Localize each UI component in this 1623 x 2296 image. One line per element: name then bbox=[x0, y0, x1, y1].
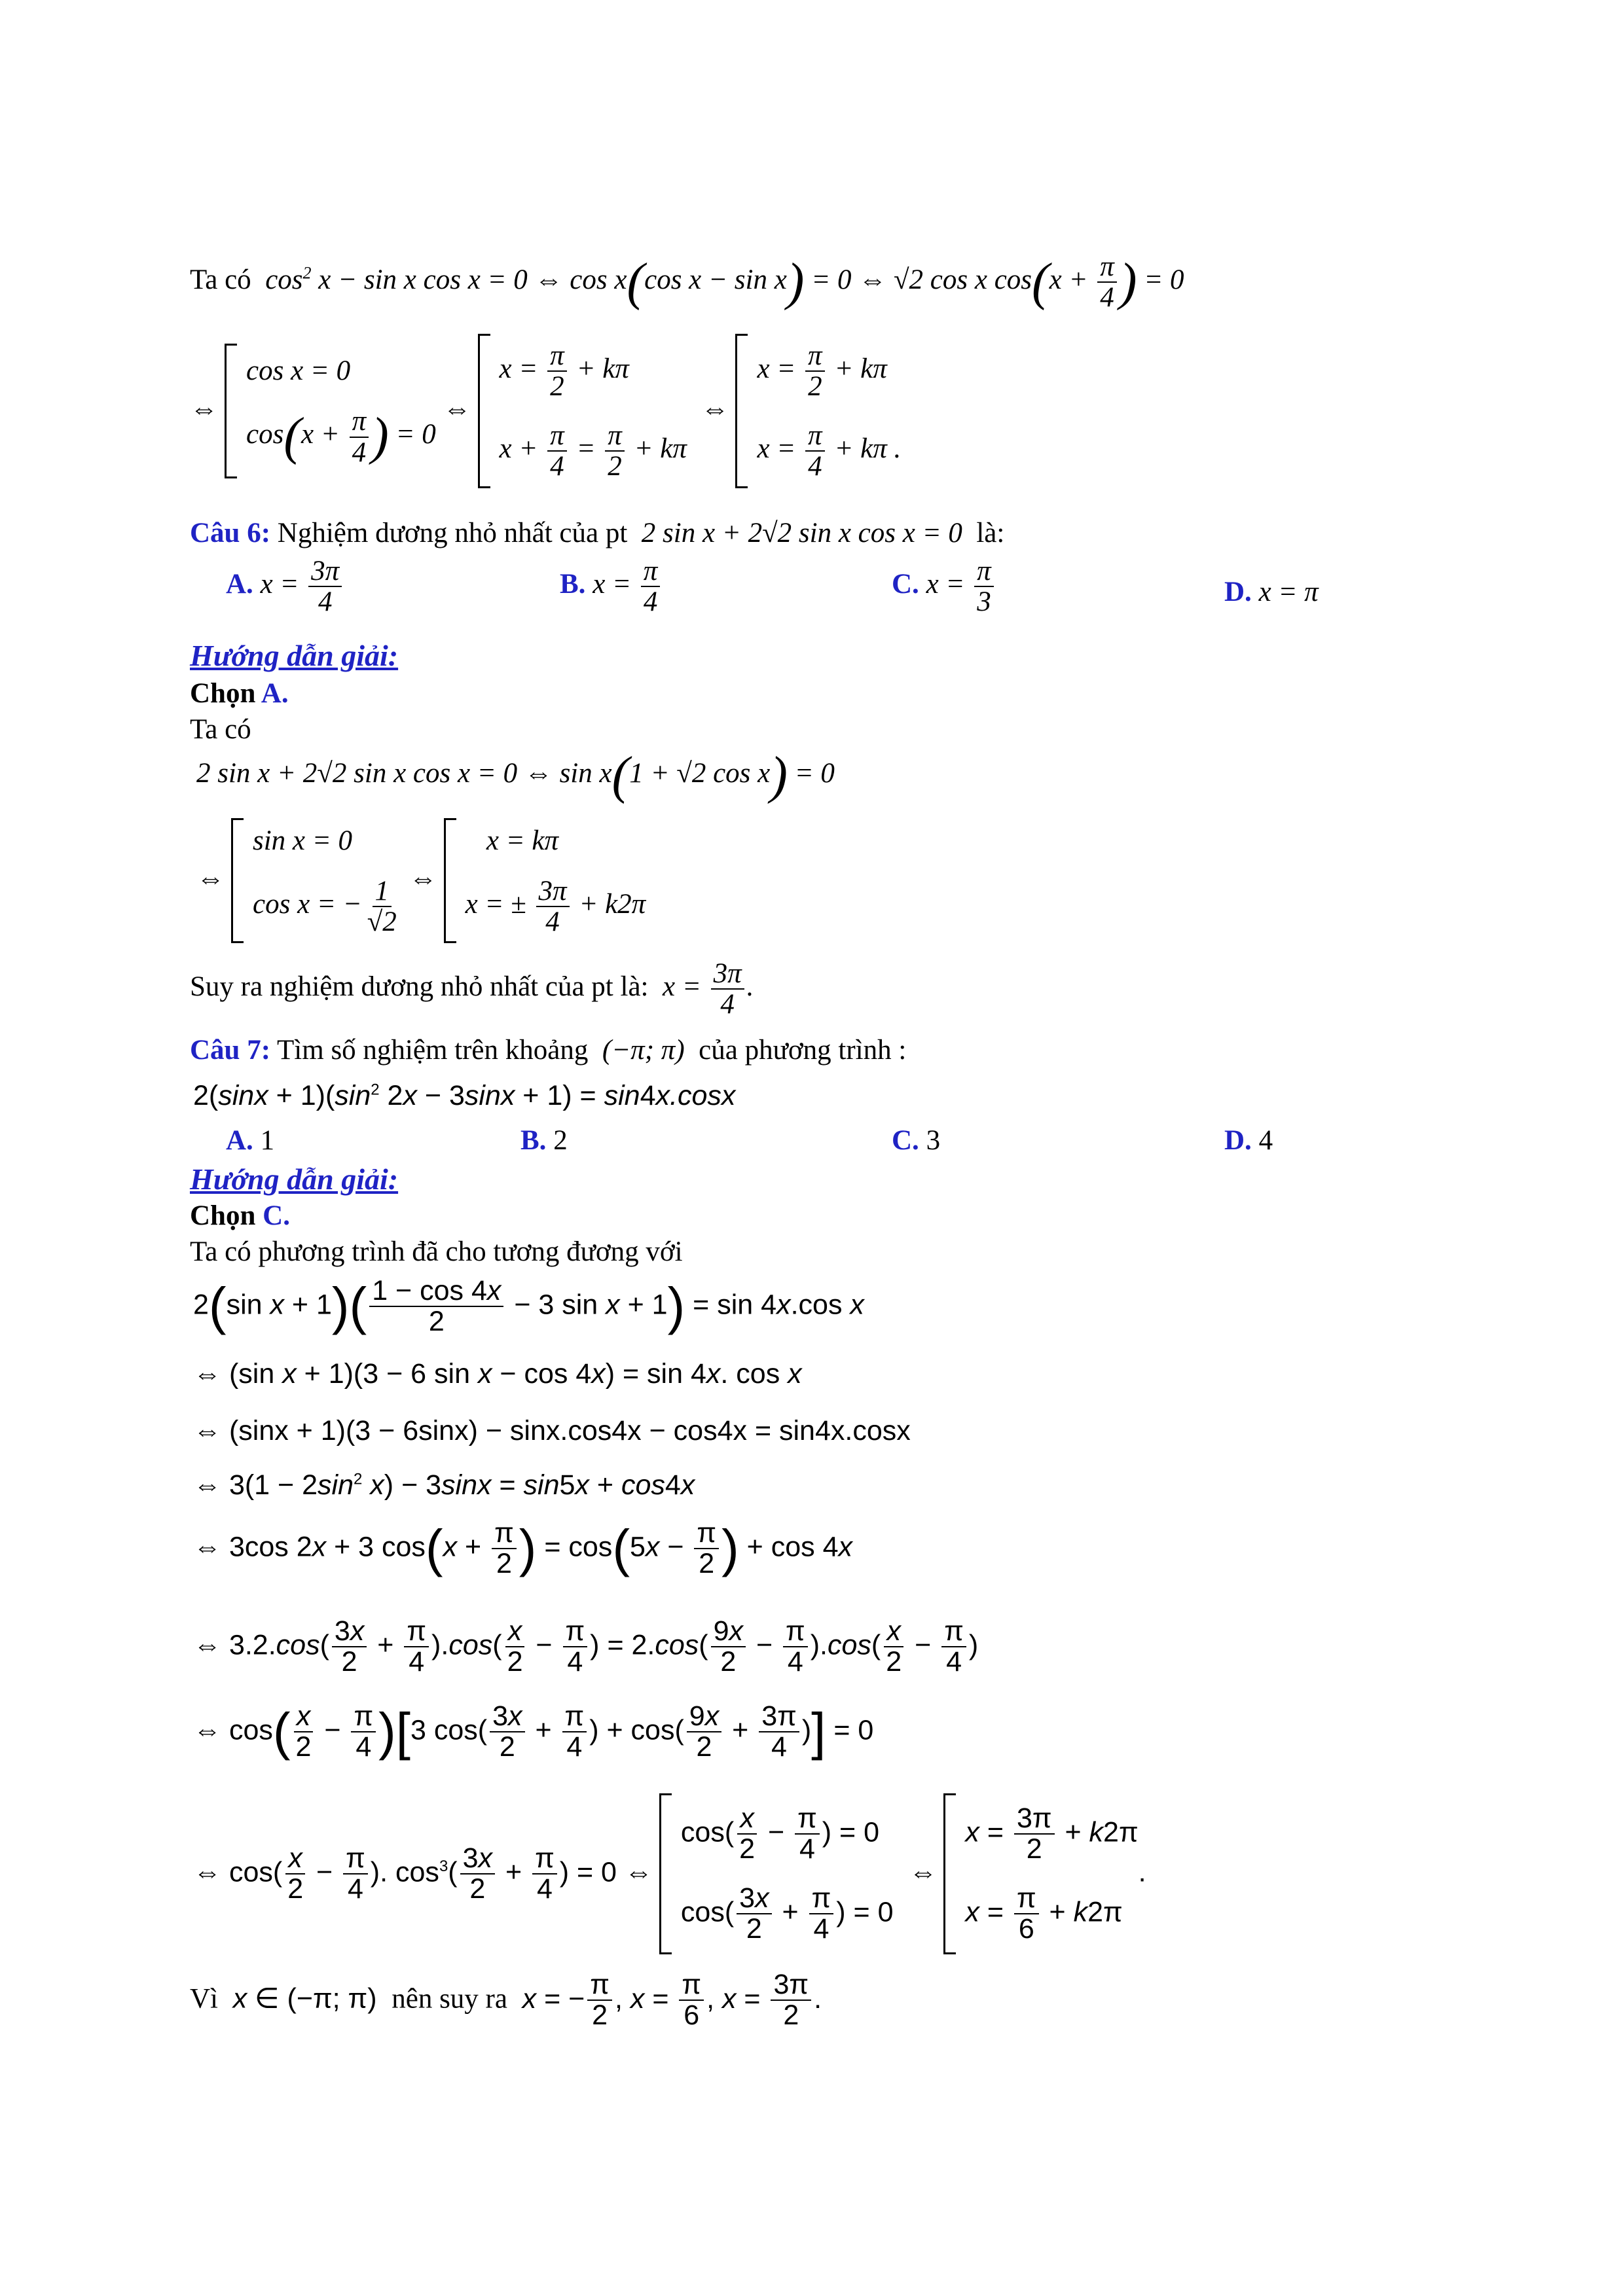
q6-stem bbox=[190, 517, 1004, 549]
q7-step-2: ⇔ (sin x + 1)(3 − 6 sin x − cos 4x) = sin 4x. cos x bbox=[193, 1358, 802, 1390]
q7-step-7: ⇔ cos( $\frac{x}{2}$ − $\frac{\pi}{4}$ )[3 cos( $\frac{3x}{2}$ + $\frac{\pi}{4}$ ) + cos( $\frac{9x}{2}$ + $\frac{3\pi}{4}$ )] = 0 bbox=[193, 1700, 874, 1763]
q6-choose: Chọn A. bbox=[190, 678, 289, 709]
q6-stem-end: là: bbox=[976, 518, 1005, 548]
q6-solution-system: ⇔ sin x = 0 cos x = − $\frac{1}{√2}$ ⇔ x = kπ x = ± $\frac{3\pi}{4}$ + k2π bbox=[196, 818, 646, 943]
q6-option-d[interactable]: D. x = π bbox=[1224, 577, 1319, 607]
q7-final: Vì x ∈ (−π; π) nên suy ra x = − $\frac{\pi}{2}$ , x = $\frac{\pi}{6}$ , x = $\frac{3\pi}{2}$ . bbox=[190, 1969, 822, 2032]
q7-option-c[interactable]: C. 3 bbox=[892, 1125, 941, 1156]
intro-text: Ta có bbox=[190, 264, 251, 296]
formula: $\cos^2 x - \sin x$ cos x = 0 ⇔ cos x(cos x − sin x) = 0 ⇔ √2 cos x cos(x + $\frac{\pi}{4}$ ) = 0 bbox=[258, 251, 1184, 314]
q6-label: Câu 6: bbox=[190, 518, 271, 548]
q6-option-b[interactable]: B. x = $\frac{\pi}{4}$ bbox=[560, 556, 663, 617]
q7-option-d[interactable]: D. 4 bbox=[1224, 1125, 1273, 1156]
q7-choose: Chọn C. bbox=[190, 1200, 290, 1231]
q7-option-a[interactable]: A. 1 bbox=[226, 1125, 275, 1156]
q7-label: Câu 7: bbox=[190, 1035, 271, 1066]
prev-solution-system: ⇔ cos x = 0 cos(x + $\frac{\pi}{4}$ ) = 0 ⇔ x = $\frac{\pi}{2}$ + kπ x + $\frac{\pi}{4}$ = $\frac{\pi}{2}$ + kπ ⇔ x = $\frac{\pi}{2}$ + kπ x = $\frac{\pi}{4}$ + kπ . bbox=[190, 334, 901, 488]
q7-stem bbox=[190, 1034, 906, 1066]
q7-step-8: ⇔ cos( $\frac{x}{2}$ − $\frac{\pi}{4}$ ). $\cos^3$( $\frac{3x}{2}$ + $\frac{\pi}{4}$ ) = 0 ⇔ cos( $\frac{x}{2}$ − $\frac{\pi}{4}$ ) = 0 cos( $\frac{3x}{2}$ + $\frac{\pi}{4}$ ) = 0 ⇔ x = $\frac{3\pi}{2}$ + k2π x = $\frac{\pi}{6}$ + k2π . bbox=[193, 1793, 1146, 1954]
q6-option-c[interactable]: C. x = $\frac{\pi}{3}$ bbox=[892, 556, 996, 617]
q7-stem-end: của phương trình : bbox=[699, 1035, 907, 1066]
q6-option-a[interactable]: A. x = $\frac{3\pi}{4}$ bbox=[226, 556, 344, 617]
q7-equiv-text: Ta có phương trình đã cho tương đương với bbox=[190, 1236, 683, 1267]
q6-guide-heading: Hướng dẫn giải: bbox=[190, 639, 399, 672]
q7-equation: $2(\sin x + 1)(\sin^2$ 2x − 3sinx + 1) = sin4x.cosx bbox=[193, 1080, 736, 1111]
q7-option-b[interactable]: B. 2 bbox=[520, 1125, 568, 1156]
q6-conclusion: Suy ra nghiệm dương nhỏ nhất của pt là: x = $\frac{3\pi}{4}$ . bbox=[190, 958, 754, 1020]
q7-stem-text: Tìm số nghiệm trên khoảng bbox=[277, 1035, 589, 1066]
q7-step-5: ⇔ 3cos 2x + 3 cos(x + $\frac{\pi}{2}$ ) = cos(5x − $\frac{\pi}{2}$ ) + cos 4x bbox=[193, 1517, 852, 1580]
q7-step-6: ⇔ 3.2.cos( $\frac{3x}{2}$ + $\frac{\pi}{4}$ ).cos( $\frac{x}{2}$ − $\frac{\pi}{4}$ ) = 2.cos( $\frac{9x}{2}$ − $\frac{\pi}{4}$ ).cos( $\frac{x}{2}$ − $\frac{\pi}{4}$ ) bbox=[193, 1615, 979, 1678]
q7-guide-heading: Hướng dẫn giải: bbox=[190, 1162, 399, 1196]
q7-step-1: 2(sin x + 1)( $\frac{1 - \cos 4x}{2}$ − 3 sin x + 1) = sin 4x.cos x bbox=[193, 1275, 864, 1338]
q6-equation: 2 sin x + 2√2 sin x cos x = 0 bbox=[634, 518, 970, 548]
q7-step-3: ⇔ (sinx + 1)(3 − 6sinx) − sinx.cos4x − cos4x = sin4x.cosx bbox=[193, 1415, 911, 1446]
q6-stem-text: Nghiệm dương nhỏ nhất của pt bbox=[277, 518, 628, 548]
prev-solution-line bbox=[190, 252, 1184, 312]
q7-step-4: ⇔ $3(1 - 2\sin^2$ x) − 3sinx = sin5x + cos4x bbox=[193, 1469, 695, 1501]
q7-interval: (−π; π) bbox=[595, 1035, 692, 1066]
q6-solution-line1: 2 sin x + 2√2 sin x cos x = 0 ⇔ sin x(1 + √2 cos x) = 0 bbox=[196, 747, 835, 804]
q6-ta-co: Ta có bbox=[190, 714, 251, 745]
